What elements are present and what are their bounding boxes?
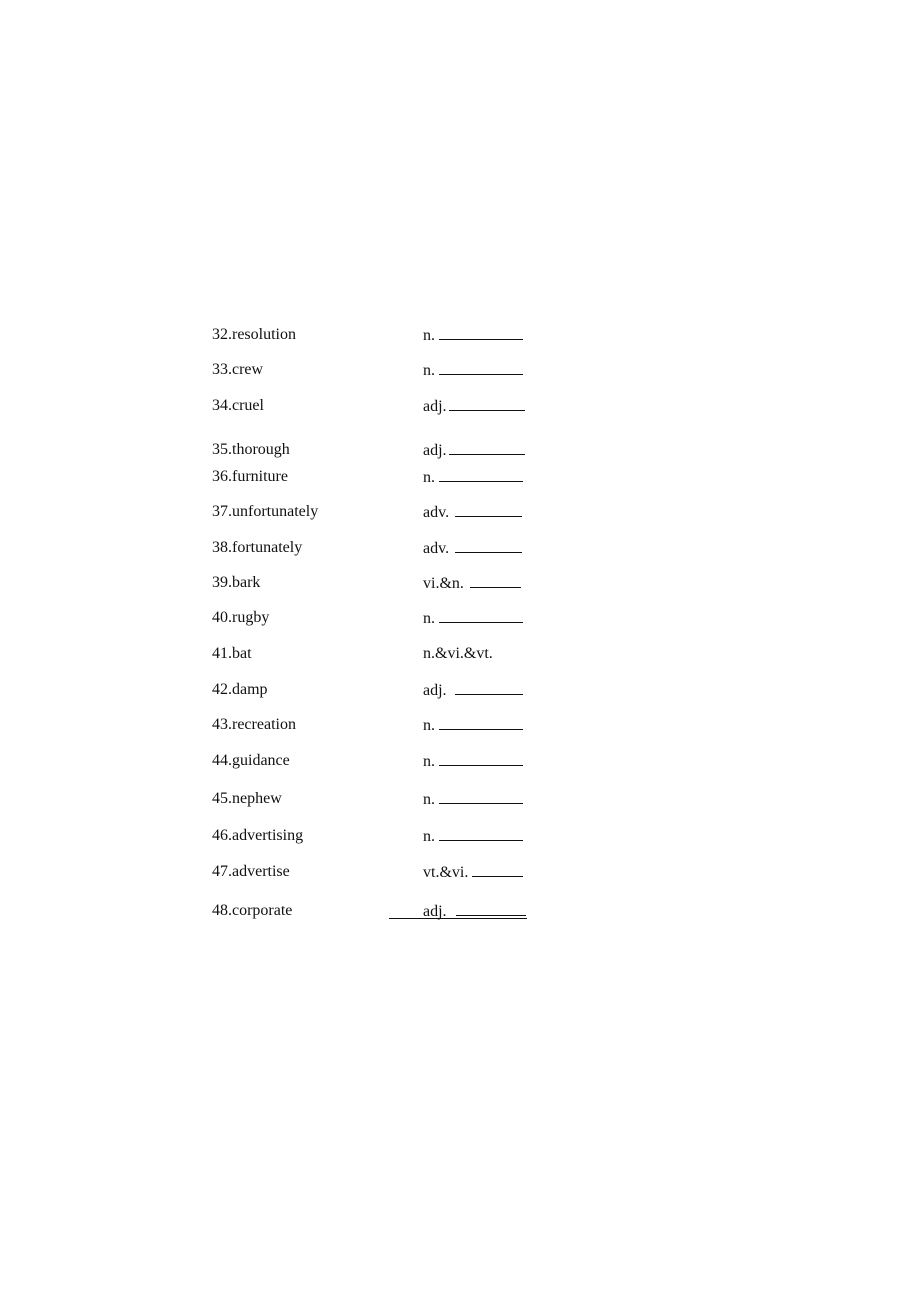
part-of-speech-entry (423, 826, 523, 847)
vocab-word: 45.nephew (212, 790, 282, 807)
vocab-row-36 (212, 467, 542, 491)
part-of-speech-entry (423, 901, 526, 922)
part-of-speech-entry (423, 538, 522, 559)
part-of-speech: adv. (423, 504, 450, 521)
part-of-speech: n.&vi.&vt. (423, 645, 493, 662)
part-of-speech-entry (423, 789, 523, 810)
vocab-row-32 (212, 325, 542, 349)
vocab-row-44 (212, 751, 542, 775)
answer-blank[interactable] (456, 901, 526, 916)
answer-blank[interactable] (439, 608, 523, 623)
answer-blank[interactable] (439, 789, 523, 804)
part-of-speech: vi.&n. (423, 575, 464, 592)
part-of-speech: n. (423, 327, 435, 344)
vocab-word: 40.rugby (212, 609, 270, 626)
answer-blank[interactable] (439, 715, 523, 730)
part-of-speech: n. (423, 828, 435, 845)
vocab-row-46 (212, 826, 542, 850)
part-of-speech-entry (423, 396, 525, 417)
part-of-speech: n. (423, 610, 435, 627)
part-of-speech-entry (423, 573, 521, 594)
vocab-row-47 (212, 862, 542, 886)
part-of-speech: n. (423, 362, 435, 379)
vocab-row-40 (212, 608, 542, 632)
part-of-speech: vt.&vi. (423, 864, 469, 881)
part-of-speech: n. (423, 753, 435, 770)
vocab-word: 47.advertise (212, 863, 290, 880)
answer-blank[interactable] (439, 325, 523, 340)
vocab-word: 41.bat (212, 645, 252, 662)
answer-blank[interactable] (455, 538, 522, 553)
part-of-speech: adj. (423, 903, 447, 920)
vocab-word: 48.corporate (212, 902, 293, 919)
vocab-word: 46.advertising (212, 827, 304, 844)
vocab-word: 34.cruel (212, 397, 264, 414)
part-of-speech: n. (423, 469, 435, 486)
vocab-row-35 (212, 440, 542, 464)
vocab-word: 38.fortunately (212, 539, 303, 556)
answer-blank[interactable] (439, 826, 523, 841)
vocab-row-45 (212, 789, 542, 813)
vocab-word: 37.unfortunately (212, 503, 319, 520)
vocab-row-39 (212, 573, 542, 597)
part-of-speech-entry (423, 325, 523, 346)
answer-blank[interactable] (455, 502, 522, 517)
vocab-row-38 (212, 538, 542, 562)
vocab-word: 32.resolution (212, 326, 296, 343)
answer-blank[interactable] (449, 440, 525, 455)
part-of-speech-entry (423, 440, 525, 461)
part-of-speech: adj. (423, 442, 447, 459)
vocab-word: 33.crew (212, 361, 264, 378)
answer-blank[interactable] (439, 467, 523, 482)
vocab-word: 35.thorough (212, 441, 290, 458)
vocab-word: 44.guidance (212, 752, 290, 769)
part-of-speech-entry (423, 360, 523, 381)
vocab-row-42 (212, 680, 542, 704)
part-of-speech: n. (423, 717, 435, 734)
vocab-word: 42.damp (212, 681, 268, 698)
part-of-speech-entry (423, 608, 523, 629)
part-of-speech-entry (423, 644, 493, 664)
vocab-row-37 (212, 502, 542, 526)
vocab-row-33 (212, 360, 542, 384)
vocab-word: 39.bark (212, 574, 261, 591)
vocab-row-43 (212, 715, 542, 739)
answer-blank[interactable] (470, 573, 521, 588)
answer-blank[interactable] (472, 862, 523, 877)
part-of-speech-entry (423, 502, 522, 523)
answer-blank[interactable] (439, 751, 523, 766)
part-of-speech: adj. (423, 682, 447, 699)
vocab-word: 36.furniture (212, 468, 288, 485)
answer-blank[interactable] (455, 680, 523, 695)
part-of-speech-entry (423, 467, 523, 488)
part-of-speech: n. (423, 791, 435, 808)
answer-blank[interactable] (449, 396, 525, 411)
leading-blank[interactable] (389, 901, 423, 919)
part-of-speech-entry (423, 680, 523, 701)
answer-blank[interactable] (439, 360, 523, 375)
part-of-speech: adj. (423, 398, 447, 415)
part-of-speech-entry (423, 751, 523, 772)
vocab-word: 43.recreation (212, 716, 296, 733)
vocab-row-41 (212, 644, 542, 668)
part-of-speech-entry (423, 862, 523, 883)
vocab-row-34 (212, 396, 542, 420)
part-of-speech: adv. (423, 540, 450, 557)
vocab-row-48 (212, 901, 542, 925)
part-of-speech-entry (423, 715, 523, 736)
